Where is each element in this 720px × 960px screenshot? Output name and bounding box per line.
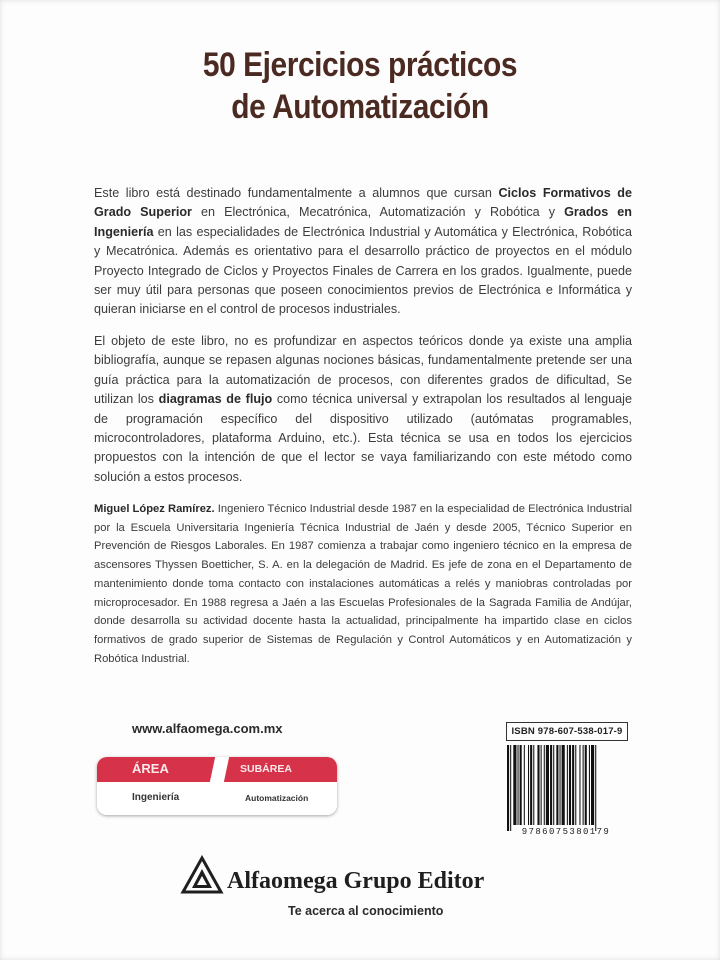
barcode-bar bbox=[541, 745, 542, 825]
barcode-digits: 9786075380179 bbox=[521, 827, 611, 837]
description-paragraph-1 bbox=[94, 184, 632, 320]
barcode-bar bbox=[572, 745, 574, 825]
author-bio-paragraph bbox=[94, 500, 632, 668]
barcode-bar bbox=[589, 745, 590, 825]
para1-text-1: Este libro está destinado fundamentalmente a alumnos que cursan bbox=[94, 186, 499, 200]
barcode-bar bbox=[569, 745, 571, 825]
barcode-bar bbox=[530, 745, 532, 825]
barcode-bar bbox=[513, 745, 516, 825]
barcode-bar bbox=[507, 745, 509, 831]
barcode-bar bbox=[544, 745, 545, 825]
para1-text-3: en las especialidades de Electrónica Industrial y Automática y Electrónica, Robótica y Mecatrónica. Además es orientativo para el desarrollo práctico de proyectos en el módulo Proyecto Integrado de Ciclos y Proyectos Finales de Carrera en los grados. Igualmente, puede ser muy útil para personas que poseen conocimientos previos de Electrónica e Informática y quieran iniciarse en el control de procesos industriales. bbox=[94, 224, 632, 317]
publisher-tagline: Te acerca al conocimiento bbox=[288, 904, 444, 918]
title-line-1: 50 Ejercicios prácticos bbox=[202, 46, 518, 84]
barcode-bar bbox=[567, 745, 568, 825]
barcode-bar bbox=[553, 745, 554, 825]
barcode-bar bbox=[595, 745, 596, 831]
alfaomega-triangle-icon bbox=[180, 855, 224, 895]
barcode-icon bbox=[503, 745, 629, 837]
description-paragraph-2 bbox=[94, 332, 632, 487]
publisher-website[interactable]: www.alfaomega.com.mx bbox=[132, 721, 283, 736]
area-badge bbox=[97, 757, 337, 815]
barcode-bar bbox=[560, 745, 561, 825]
author-name: Miguel López Ramírez. bbox=[94, 503, 215, 515]
barcode-bar bbox=[583, 745, 584, 825]
barcode-bar bbox=[591, 745, 594, 825]
barcode-bar bbox=[579, 745, 580, 825]
barcode-bar bbox=[546, 745, 549, 825]
barcode-bar bbox=[533, 745, 534, 825]
para2-bold-diagramas: diagramas de flujo bbox=[158, 392, 273, 407]
book-title bbox=[43, 44, 677, 128]
barcode-bar bbox=[520, 745, 522, 825]
subarea-value: Automatización bbox=[245, 793, 309, 803]
author-bio-text: Ingeniero Técnico Industrial desde 1987 en la especialidad de Electrónica Industrial por la Escuela Universitaria Ingeniería Técnica Industrial de Jaén y desde 2005, Técnico Superior en Prevención de Riesgos Laborales. En 1987 comienza a trabajar como ingeniero técnico en la empresa de ascensores Thyssen Boetticher, S. A. en la delegación de Madrid. Es jefe de zona en el Departamento de mantenimiento donde toma contacto con instalaciones automáticas a relés y maniobras controladas por microprocesador. En 1988 regresa a Jaén a las Escuelas Profesionales de la Sagrada Familia de Andújar, donde desarrolla su actividad docente hasta la actualidad, principalmente ha impartido clase en ciclos formativos de grado superior de Sistemas de Regulación y Control Automáticos y en Automatización y Robótica Industrial. bbox=[94, 503, 632, 665]
barcode-bar bbox=[524, 745, 525, 825]
area-value: Ingeniería bbox=[132, 792, 180, 803]
barcode-bar bbox=[528, 745, 529, 825]
barcode-bar bbox=[518, 745, 519, 825]
barcode-bar bbox=[537, 745, 539, 825]
barcode-bar bbox=[510, 745, 511, 831]
title-line-2: de Automatización bbox=[231, 88, 489, 126]
barcode-bar bbox=[550, 745, 552, 825]
area-label: ÁREA bbox=[132, 761, 169, 776]
para2-text-1: El objeto de este libro, no es profundizar en aspectos teóricos donde ya existe una amplia bibliografía, aunque se repasen algunas nociones básicas, fundamentalmente pretende ser una guía práctica para la automatización de procesos, con diferentes grados de dificultad, Se utilizan los bbox=[94, 334, 632, 407]
barcode-bar bbox=[556, 745, 558, 825]
subarea-label: SUBÁREA bbox=[240, 763, 292, 775]
publisher-name: Alfaomega Grupo Editor bbox=[227, 868, 485, 894]
para1-bold-grados: Grados en Ingeniería bbox=[94, 205, 632, 239]
para1-bold-ciclos: Ciclos Formativos de Grado Superior bbox=[94, 186, 632, 220]
barcode-bar bbox=[562, 745, 565, 825]
para2-text-2: como técnica universal y extrapolan los resultados al lenguaje de programación específico del dispositivo utilizado (autómatas programables, microcontroladores, plataforma Arduino, etc.). Esta técnica se usa en todos los ejercicios propuestos con la intención de que el lector se vaya familiarizando con este método como solución a estos procesos. bbox=[94, 392, 632, 484]
isbn-label: ISBN 978-607-538-017-9 bbox=[506, 722, 628, 741]
barcode-bar bbox=[585, 745, 587, 825]
para1-text-2: en Electrónica, Mecatrónica, Automatización y Robótica y bbox=[191, 205, 565, 220]
barcode-bar bbox=[575, 745, 576, 825]
